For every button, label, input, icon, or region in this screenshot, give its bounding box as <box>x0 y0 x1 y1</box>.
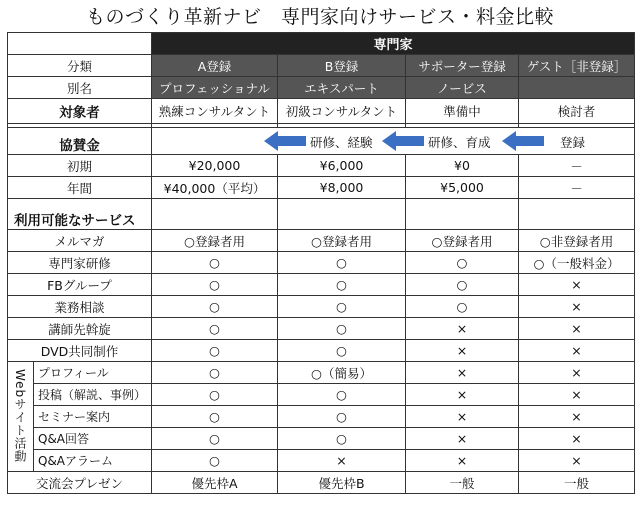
group-header: 専門家 <box>152 33 635 55</box>
service-value: ○ <box>406 296 519 318</box>
alias-row <box>8 77 635 99</box>
service-row <box>8 318 635 340</box>
service-value: × <box>519 296 635 318</box>
web-value: × <box>406 428 519 450</box>
service-value: ○ <box>152 274 278 296</box>
service-value: ○（一般料金） <box>519 252 635 274</box>
target-a: 熟練コンサルタント <box>152 99 278 124</box>
web-row <box>8 450 635 472</box>
services-header-row <box>8 199 635 230</box>
fee-value: ¥6,000 <box>278 155 406 177</box>
alias-a: プロフェッショナル <box>152 77 278 99</box>
fee-value: － <box>519 177 635 199</box>
target-b: 初級コンサルタント <box>278 99 406 124</box>
flow-text-2: 研修、育成 <box>428 135 491 150</box>
service-row <box>8 252 635 274</box>
service-value: ○ <box>406 274 519 296</box>
header-blank <box>8 33 152 55</box>
header-group-row <box>8 33 635 55</box>
category-guest: ゲスト［非登録］ <box>519 55 635 77</box>
web-value: ○ <box>278 428 406 450</box>
alias-label: 別名 <box>8 77 152 99</box>
service-value: ○ <box>278 296 406 318</box>
web-value: ○（簡易） <box>278 362 406 384</box>
service-value: ○ <box>278 318 406 340</box>
web-value: × <box>406 384 519 406</box>
web-value: ○ <box>152 450 278 472</box>
web-value: ○ <box>152 362 278 384</box>
web-value: × <box>406 450 519 472</box>
flow-arrow-left <box>264 131 306 151</box>
presentation-value: 一般 <box>406 472 519 494</box>
service-value: ○ <box>278 274 406 296</box>
web-value: × <box>519 384 635 406</box>
category-supporter: サポーター登録 <box>406 55 519 77</box>
fee-value: ¥20,000 <box>152 155 278 177</box>
category-row <box>8 55 635 77</box>
service-label: メルマガ <box>8 230 152 252</box>
web-row <box>8 384 635 406</box>
web-value: × <box>519 428 635 450</box>
flow-text-1: 研修、経験 <box>310 135 373 150</box>
service-value: ○非登録者用 <box>519 230 635 252</box>
alias-supporter: ノービス <box>406 77 519 99</box>
service-value: × <box>519 340 635 362</box>
service-value: ○登録者用 <box>406 230 519 252</box>
presentation-label: 交流会プレゼン <box>8 472 152 494</box>
web-label: Q&Aアラーム <box>34 450 152 472</box>
service-value: ○ <box>278 340 406 362</box>
web-value: ○ <box>278 384 406 406</box>
category-b: B登録 <box>278 55 406 77</box>
web-label: 投稿（解説、事例） <box>34 384 152 406</box>
flow-arrow-middle <box>382 131 424 151</box>
alias-b: エキスパート <box>278 77 406 99</box>
service-value: ○ <box>152 340 278 362</box>
service-value: ○登録者用 <box>278 230 406 252</box>
target-row <box>8 99 635 124</box>
services-label: 利用可能なサービス <box>8 199 152 230</box>
service-row <box>8 274 635 296</box>
service-row <box>8 230 635 252</box>
web-value: ○ <box>152 406 278 428</box>
web-value: ○ <box>152 384 278 406</box>
target-supporter: 準備中 <box>406 99 519 124</box>
service-row <box>8 340 635 362</box>
service-label: 業務相談 <box>8 296 152 318</box>
fee-row-initial <box>8 155 635 177</box>
presentation-value: 優先枠A <box>152 472 278 494</box>
service-value: × <box>519 274 635 296</box>
fees-header-row <box>8 128 635 155</box>
presentation-value: 優先枠B <box>278 472 406 494</box>
fee-value: ¥40,000（平均） <box>152 177 278 199</box>
fee-value: ¥0 <box>406 155 519 177</box>
category-label: 分類 <box>8 55 152 77</box>
fees-flow-cell <box>152 128 635 155</box>
target-guest: 検討者 <box>519 99 635 124</box>
service-value: × <box>406 340 519 362</box>
service-value: ○ <box>152 296 278 318</box>
alias-guest <box>519 77 635 99</box>
web-value: × <box>406 406 519 428</box>
web-value: × <box>519 406 635 428</box>
target-label: 対象者 <box>8 99 152 124</box>
comparison-table-wrap <box>7 32 634 500</box>
presentation-row <box>8 472 635 494</box>
fee-value: － <box>519 155 635 177</box>
web-label: Q&A回答 <box>34 428 152 450</box>
service-label: 講師先斡旋 <box>8 318 152 340</box>
fee-row-annual <box>8 177 635 199</box>
category-a: A登録 <box>152 55 278 77</box>
fee-label-initial: 初期 <box>8 155 152 177</box>
web-group-label: Webサイト活動 <box>8 362 34 472</box>
service-value: ○ <box>152 252 278 274</box>
fee-value: ¥5,000 <box>406 177 519 199</box>
fee-value: ¥8,000 <box>278 177 406 199</box>
service-label: 専門家研修 <box>8 252 152 274</box>
web-row <box>8 406 635 428</box>
web-label: セミナー案内 <box>34 406 152 428</box>
web-row <box>8 362 635 384</box>
service-value: × <box>406 318 519 340</box>
service-label: DVD共同制作 <box>8 340 152 362</box>
flow-text-3: 登録 <box>560 135 586 150</box>
presentation-value: 一般 <box>519 472 635 494</box>
service-value: ○ <box>278 252 406 274</box>
web-value: × <box>519 362 635 384</box>
web-value: ○ <box>278 406 406 428</box>
flow-arrow-right <box>502 131 544 151</box>
page-title: ものづくり革新ナビ 専門家向けサービス・料金比較 <box>85 6 554 28</box>
web-value: × <box>519 450 635 472</box>
fees-label: 協賛金 <box>8 128 152 155</box>
comparison-table <box>7 32 635 494</box>
web-row <box>8 428 635 450</box>
service-label: FBグループ <box>8 274 152 296</box>
service-value: × <box>519 318 635 340</box>
service-value: ○登録者用 <box>152 230 278 252</box>
web-value: ○ <box>152 428 278 450</box>
fee-label-annual: 年間 <box>8 177 152 199</box>
web-value: × <box>278 450 406 472</box>
web-value: × <box>406 362 519 384</box>
service-value: ○ <box>152 318 278 340</box>
service-value: ○ <box>406 252 519 274</box>
web-label: プロフィール <box>34 362 152 384</box>
service-row <box>8 296 635 318</box>
